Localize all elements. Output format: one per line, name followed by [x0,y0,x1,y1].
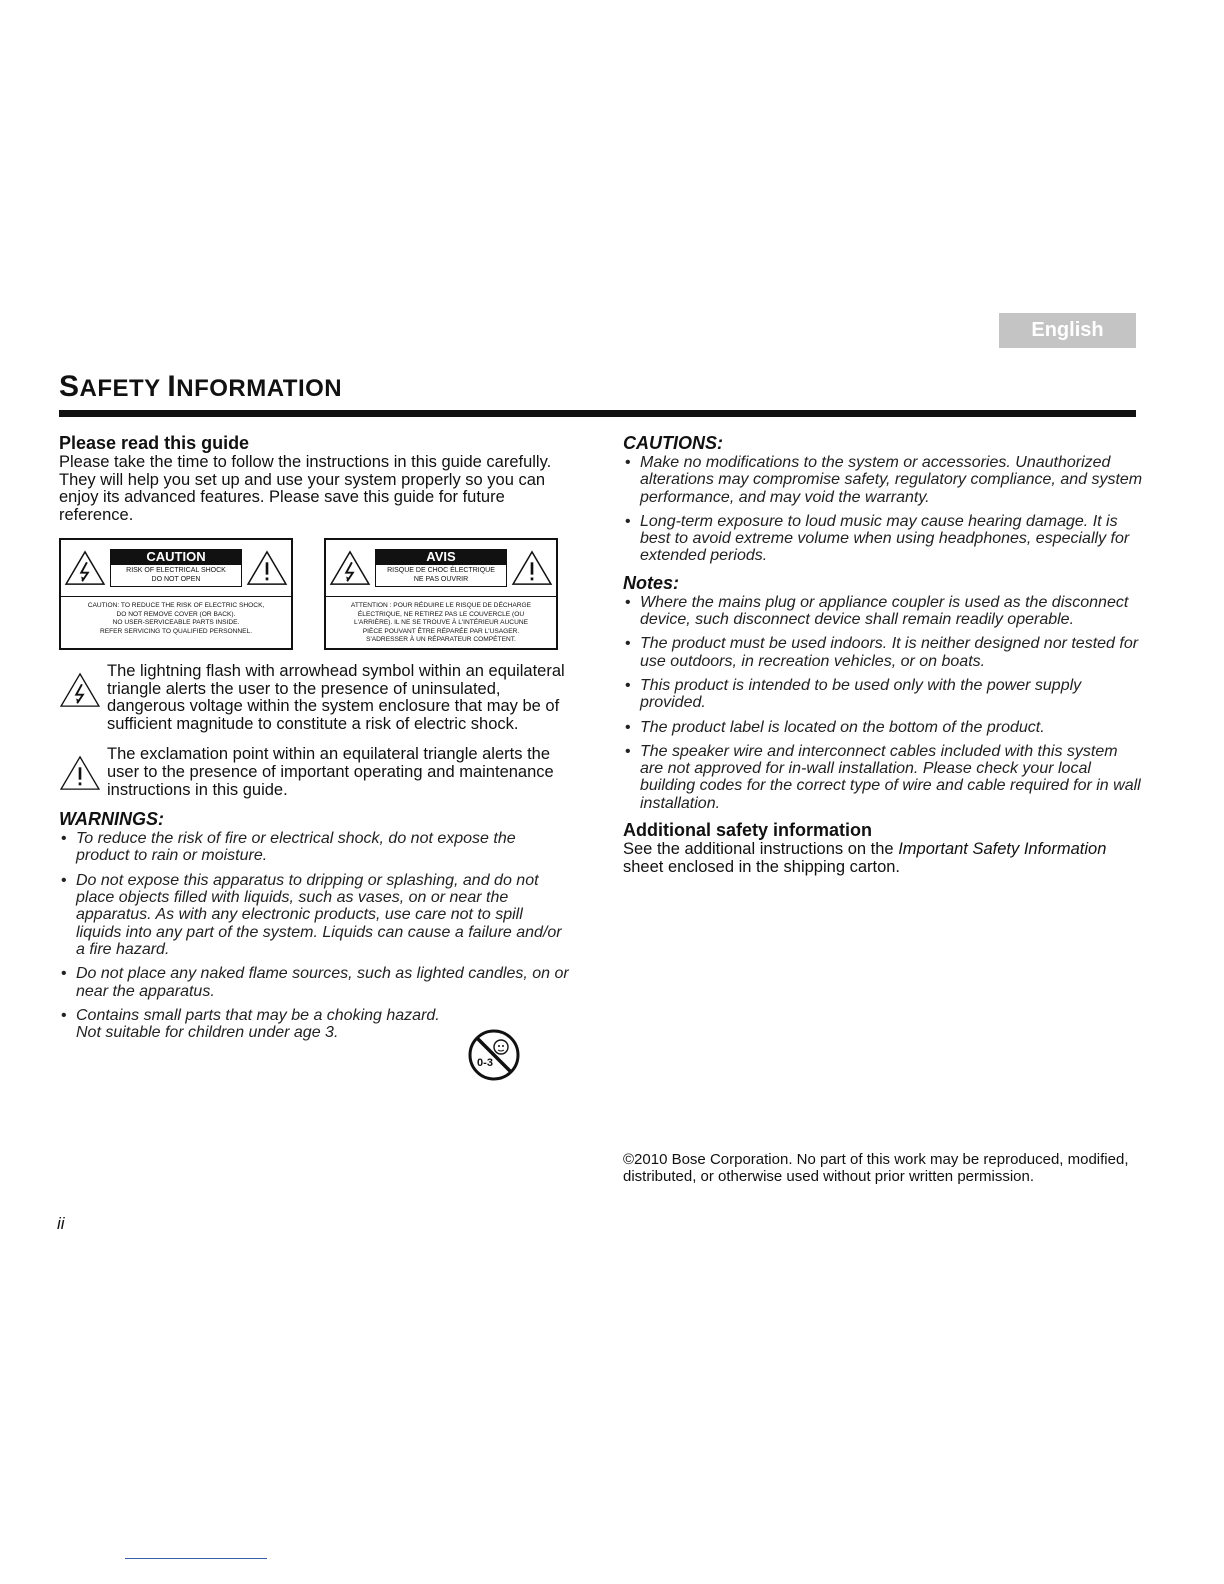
read-guide-heading: Please read this guide [59,433,250,453]
choking-hazard-age-icon [467,1028,521,1082]
caution-label [59,538,293,650]
right-column [623,432,1143,876]
copyright-notice: ©2010 Bose Corporation. No part of this work may be reproduced, modified, distributed, or otherwise used without prior written permission. [623,1151,1129,1185]
avis-label-head: AVIS [375,549,507,565]
avis-label [324,538,558,650]
avis-label-sub: RISQUE DE CHOC ÉLECTRIQUE NE PAS OUVRIR [375,565,507,587]
additional-safety-body: See the additional instructions on the Important Safety Information sheet enclosed in the shipping carton. [623,840,1107,876]
lightning-triangle-icon [329,550,371,586]
lightning-text: The lightning flash with arrowhead symbol within an equilateral triangle alerts the user to the presence of uninsulated, dangerous voltage within the system enclosure that may be of sufficient magnitude to constitute a risk of electric shock. [107,662,565,733]
caution-label-head: CAUTION [110,549,242,565]
lightning-triangle-icon [59,672,101,708]
list-item: • Where the mains plug or appliance coupler is used as the disconnect device, such disconnect device shall remain readily operable. [623,594,1143,629]
language-tab-english: English [999,313,1136,348]
list-item: • Long-term exposure to loud music may cause hearing damage. It is best to avoid extreme volume when using headphones, especially for extended periods. [623,513,1143,565]
notes-heading: Notes: [623,572,680,593]
notes-list [623,594,1143,812]
page-number: ii [57,1214,65,1233]
warnings-section [59,808,569,1041]
additional-safety-heading: Additional safety information [623,820,873,841]
list-item: • This product is intended to be used only with the power supply provided. [623,677,1143,712]
list-item: • The speaker wire and interconnect cables included with this system are not approved for in-wall installation. Please check your local building codes for the correct type of wire and cable required for in wall installation. [623,743,1143,812]
warning-labels [59,538,569,650]
exclamation-triangle-icon [246,550,288,586]
list-item: • Make no modifications to the system or accessories. Unauthorized alterations may compromise safety, regulatory compliance, and system performance, and may void the warranty. [623,454,1143,506]
left-column [59,432,569,1069]
lightning-explanation [59,663,569,733]
exclamation-explanation [59,746,569,799]
caution-label-sub: RISK OF ELECTRICAL SHOCK DO NOT OPEN [110,565,242,587]
warnings-heading: WARNINGS: [59,809,164,830]
caution-label-body: CAUTION: TO REDUCE THE RISK OF ELECTRIC SHOCK, DO NOT REMOVE COVER (OR BACK). NO USER-SERVICEABLE PARTS INSIDE. REFER SERVICING TO QUALIFIED PERSONNEL. [87,602,265,635]
lightning-triangle-icon [64,550,106,586]
exclamation-triangle-icon [511,550,553,586]
avis-label-body: ATTENTION : POUR RÉDUIRE LE RISQUE DE DÉCHARGE ÉLECTRIQUE, NE RETIREZ PAS LE COUVERCLE (OU L'ARRIÈRE). IL NE SE TROUVE À L'INTÉRIEUR AUCUNE PIÈCE POUVANT ÊTRE RÉPARÉE PAR L'USAGER. S'ADRESSER À UN RÉPARATEUR COMPÉTENT. [350,602,532,644]
list-item: • Do not expose this apparatus to dripping or splashing, and do not place objects filled with liquids, such as vases, on or near the apparatus. As with any electronic products, use care not to spill liquids into any part of the system. Liquids can cause a failure and/or a fire hazard. [59,872,569,958]
cautions-list [623,454,1143,565]
age-icon-label: 0-3 [477,1057,493,1069]
list-item: • The product label is located on the bottom of the product. [623,719,1143,736]
list-item: • To reduce the risk of fire or electrical shock, do not expose the product to rain or moisture. [59,830,569,865]
cautions-heading: CAUTIONS: [623,433,723,453]
list-item: • Contains small parts that may be a choking hazard. Not suitable for children under age 3. [59,1007,446,1042]
exclamation-triangle-icon [59,755,101,791]
title-rule [59,410,1136,417]
page-title: SAFETY INFORMATION [59,370,343,403]
read-guide-body: Please take the time to follow the instructions in this guide carefully. They will help you set up and use your system properly so you can enjoy its advanced features. Please save this guide for future reference. [59,453,552,524]
footer-line [125,1558,267,1559]
warnings-list [59,830,569,1041]
exclamation-text: The exclamation point within an equilateral triangle alerts the user to the presence of important operating and maintenance instructions in this guide. [107,745,554,799]
list-item: • Do not place any naked flame sources, such as lighted candles, on or near the apparatus. [59,965,569,1000]
list-item: • The product must be used indoors. It is neither designed nor tested for use outdoors, in recreation vehicles, or on boats. [623,635,1143,670]
